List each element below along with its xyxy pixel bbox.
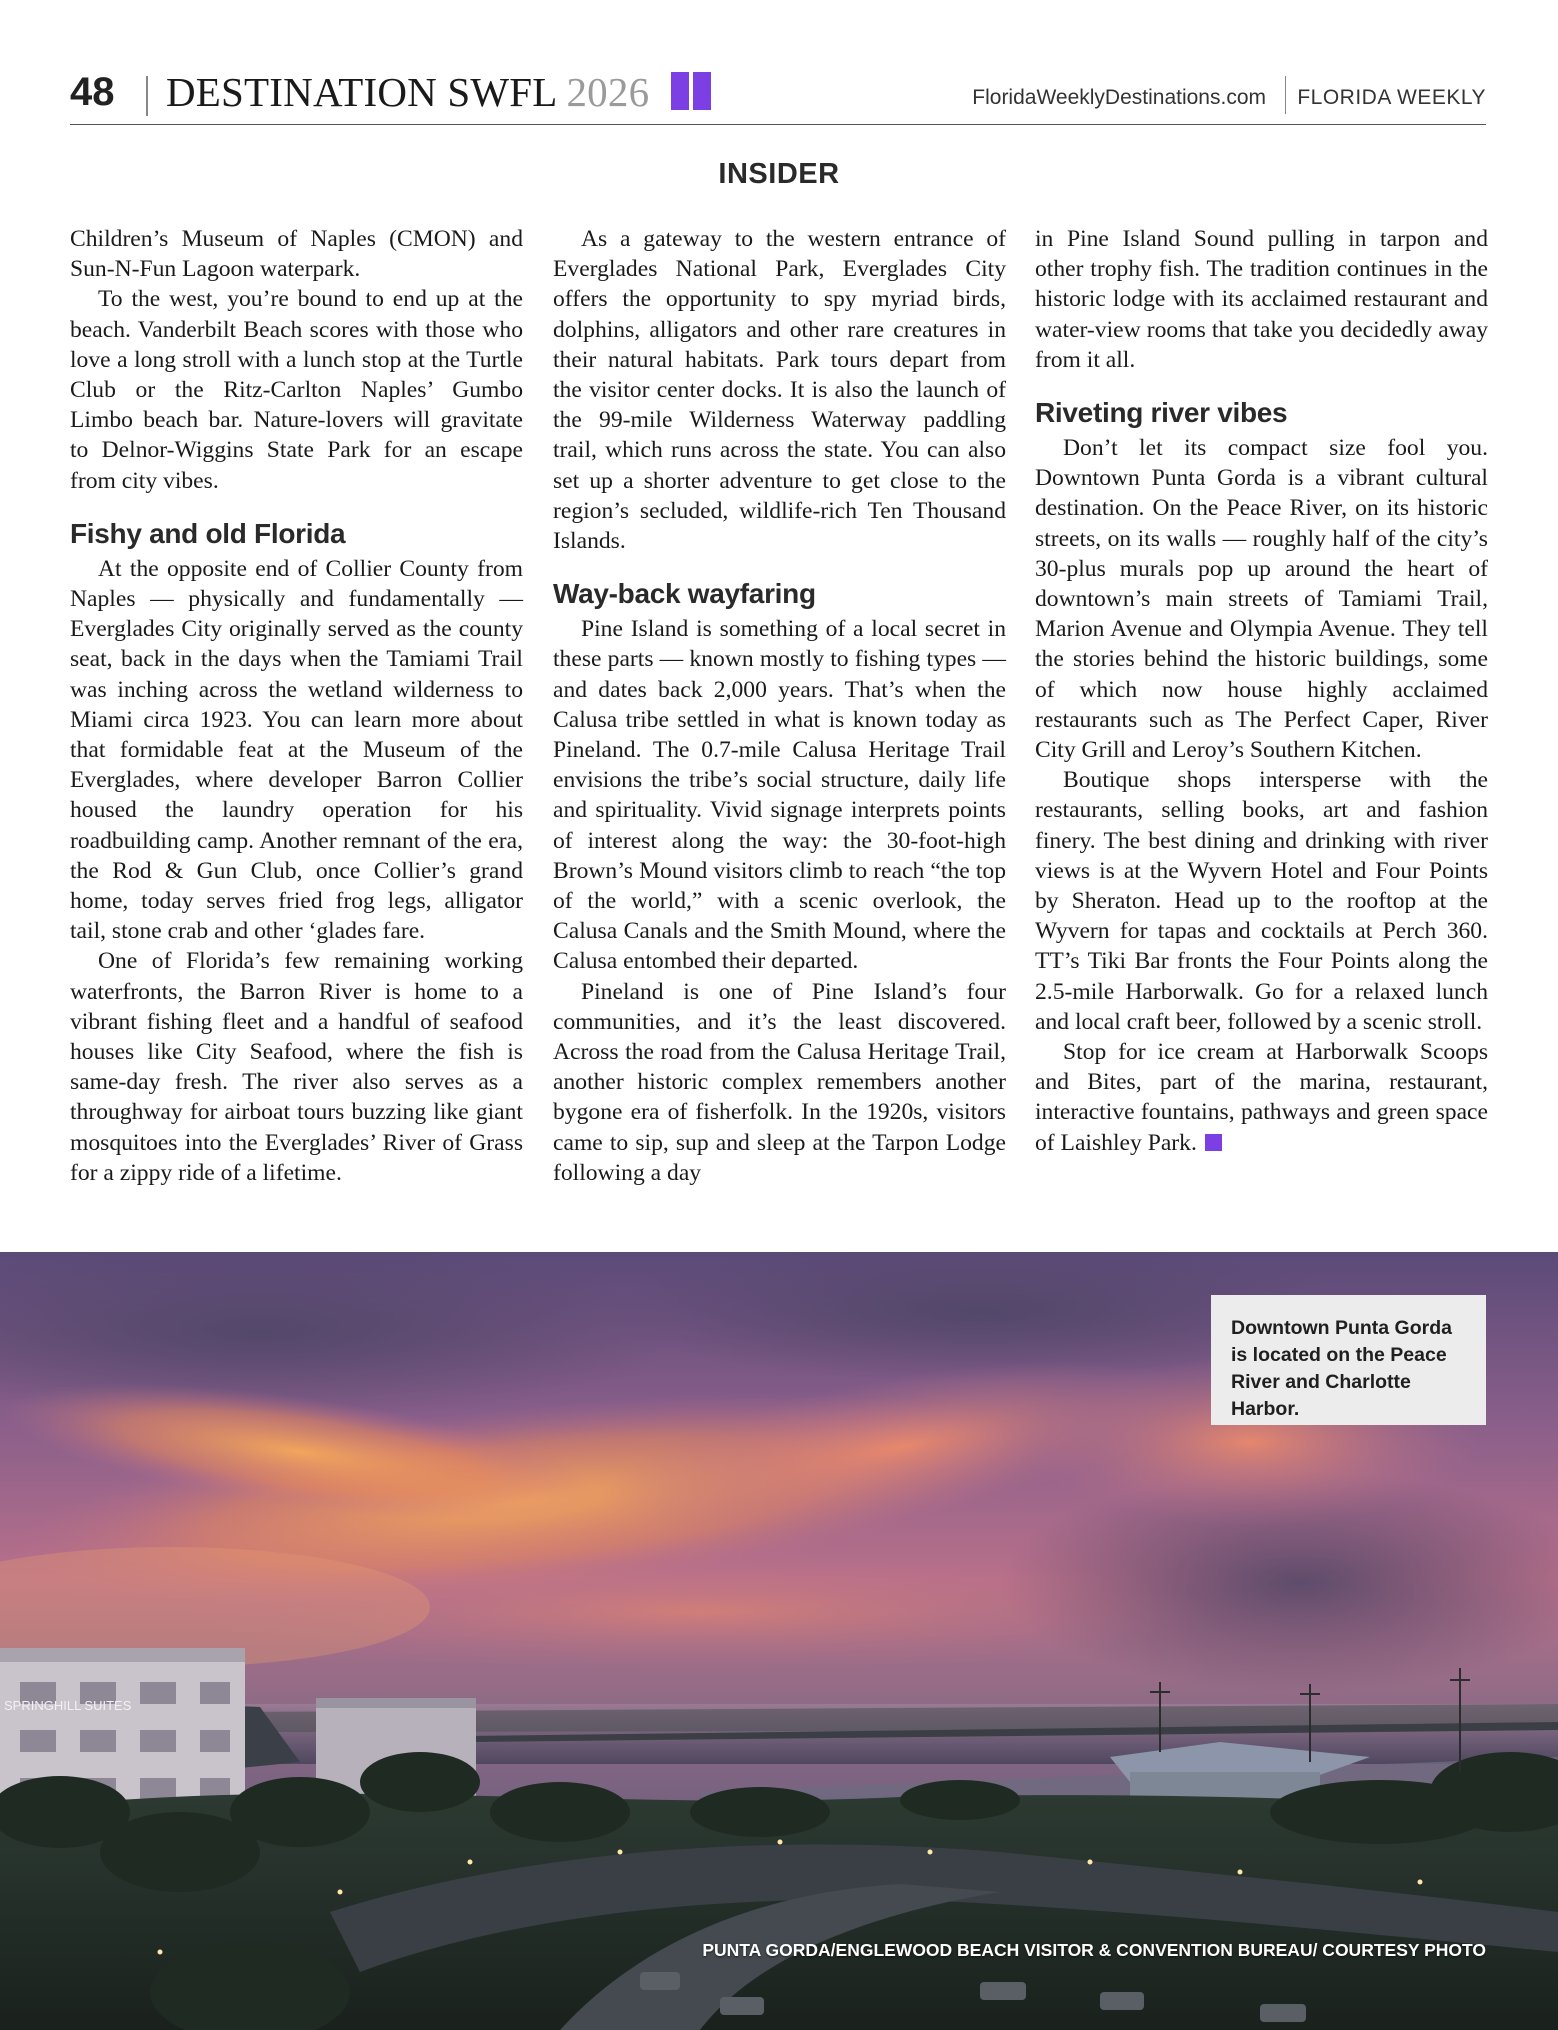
paragraph: Pine Island is something of a local secret in these parts — known mostly to fishing types — and dates back 2,000 years. That’s when the Calusa tribe settled in what is known today as Pineland. The 0.7-mile Calusa Heritage Trail envisions the tribe’s social structure, daily life and spirituality. Vivid signage interprets points of interest along the way: the 30-foot-high Brown’s Mound visitors climb to reach “the top of the world,” with a scenic overlook, the Calusa Canals and the Smith Mound, where the Calusa entombed their departed.: [553, 616, 1006, 975]
magazine-title: [166, 68, 649, 116]
paragraph: Pineland is one of Pine Island’s four communities, and it’s the least discovered. Across the road from the Calusa Heritage Trail, another historic complex remembers another bygone era of fisherfolk. In the 1920s, visitors came to sip, sup and sleep at the Tarpon Lodge following a day: [553, 978, 1006, 1186]
paragraph-text: Stop for ice cream at Harborwalk Scoops and Bites, part of the marina, restaurant, interactive fountains, pathways and green space of Laishley Park.: [1035, 1039, 1488, 1156]
end-of-article-mark-icon: [1205, 1134, 1222, 1151]
paragraph: One of Florida’s few remaining working waterfronts, the Barron River is home to a vibrant fishing fleet and a handful of seafood houses like City Seafood, where the fish is same-day fresh. The river also serves as a throughway for airboat tours buzzing like giant mosquitoes into the Everglades’ River of Grass for a zippy ride of a lifetime.: [70, 948, 523, 1186]
final-paragraph: [1035, 1037, 1488, 1158]
subheading: Fishy and old Florida: [70, 517, 346, 549]
building-sign: SPRINGHILL SUITES: [4, 1698, 132, 1713]
article-column-3: [1035, 224, 1488, 1158]
photo-caption: Downtown Punta Gorda is located on the Peace River and Charlotte Harbor.: [1211, 1295, 1486, 1425]
header-divider: [146, 76, 148, 116]
brand-mark-icon: [671, 72, 713, 110]
paragraph: To the west, you’re bound to end up at the beach. Vanderbilt Beach scores with those who love a long stroll with a lunch stop at the Turtle Club or the Ritz-Carlton Naples’ Gumbo Limbo beach bar. Nature-lovers will gravitate to Delnor-Wiggins State Park for an escape from city vibes.: [70, 286, 523, 494]
article-column-2: [553, 224, 1006, 1188]
article-column-1: [70, 224, 523, 1188]
paragraph: in Pine Island Sound pulling in tarpon and other trophy fish. The tradition continues in the historic lodge with its acclaimed restaurant and water-view rooms that take you decidedly away from it all.: [1035, 226, 1488, 373]
subheading: Riveting river vibes: [1035, 397, 1288, 429]
magazine-title-text: DESTINATION SWFL: [166, 69, 557, 115]
paragraph: As a gateway to the western entrance of Everglades National Park, Everglades City offers the opportunity to spy myriad birds, dolphins, alligators and other rare creatures in their natural habitats. Park tours depart from the visitor center docks. It is also the launch of the 99-mile Wilderness Waterway paddling trail, which runs across the state. You can also set up a shorter adventure to get close to the region’s secluded, wildlife-rich Ten Thousand Islands.: [553, 226, 1006, 555]
magazine-year: 2026: [566, 69, 650, 115]
paragraph: Boutique shops intersperse with the restaurants, selling books, art and fashion finery. The best dining and drinking with river views is at the Wyvern Hotel and Four Points by Sheraton. Head up to the rooftop at the Wyvern for tapas and cocktails at Perch 360. TT’s Tiki Bar fronts the Four Points along the 2.5-mile Harborwalk. Go for a relaxed lunch and local craft beer, followed by a scenic stroll.: [1035, 767, 1488, 1035]
header-divider-2: [1285, 76, 1287, 114]
subheading: Way-back wayfaring: [553, 578, 816, 610]
publication-name: FLORIDA WEEKLY: [1297, 86, 1486, 109]
page-number: 48: [70, 70, 115, 114]
paragraph: Children’s Museum of Naples (CMON) and Sun-N-Fun Lagoon waterpark.: [70, 226, 523, 283]
photo-credit: PUNTA GORDA/ENGLEWOOD BEACH VISITOR & CONVENTION BUREAU/ COURTESY PHOTO: [702, 1940, 1486, 1960]
website-link[interactable]: FloridaWeeklyDestinations.com: [972, 86, 1266, 109]
page-header: [70, 62, 1486, 125]
paragraph: Don’t let its compact size fool you. Downtown Punta Gorda is a vibrant cultural destination. On the Peace River, on its historic streets, on its walls — roughly half of the city’s 30-plus murals pop up around the heart of downtown’s main streets of Tamiami Trail, Marion Avenue and Olympia Avenue. They tell the stories behind the historic buildings, some of which now house highly acclaimed restaurants such as The Perfect Caper, River City Grill and Leroy’s Southern Kitchen.: [1035, 435, 1488, 764]
section-label: INSIDER: [718, 158, 840, 190]
paragraph: At the opposite end of Collier County from Naples — physically and fundamentally — Everglades City originally served as the county seat, back in the days when the Tamiami Trail was inching across the wetland wilderness to Miami circa 1923. You can learn more about that formidable feat at the Museum of the Everglades, where developer Barron Collier housed the laundry operation for his roadbuilding camp. Another remnant of the era, the Rod & Gun Club, once Collier’s grand home, today serves fried frog legs, alligator tail, stone crab and other ‘glades fare.: [70, 555, 523, 945]
